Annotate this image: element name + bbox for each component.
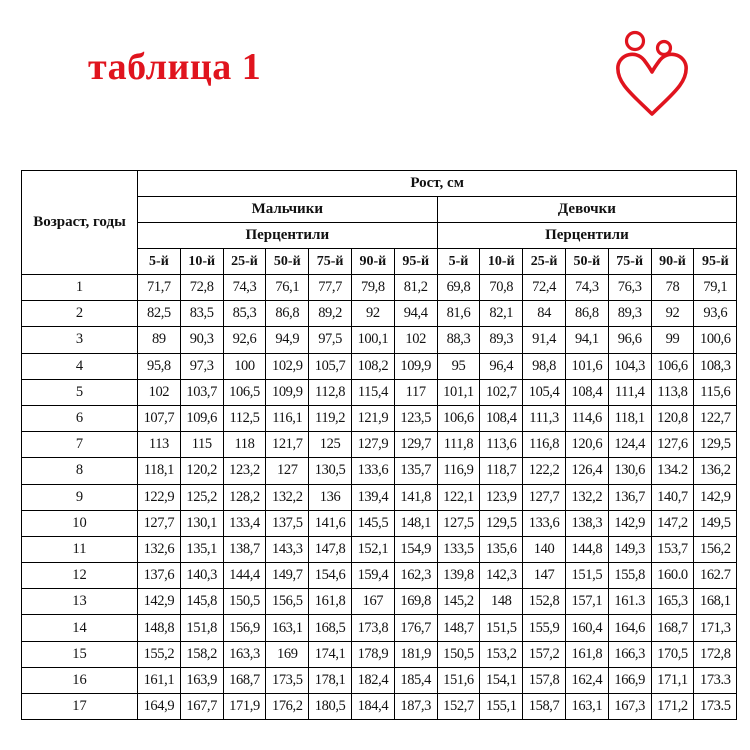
girls-height-cell: 120,6: [565, 432, 608, 458]
girls-percentile-label: 75-й: [608, 249, 651, 275]
table-row: [22, 458, 737, 484]
boys-height-cell: 151,8: [180, 615, 223, 641]
boys-height-cell: 158,2: [180, 641, 223, 667]
boys-height-cell: 97,3: [180, 353, 223, 379]
table-row: [22, 405, 737, 431]
boys-height-cell: 79,8: [351, 275, 394, 301]
girls-height-cell: 165,3: [651, 589, 694, 615]
girls-height-cell: 132,2: [565, 484, 608, 510]
boys-height-cell: 167: [351, 589, 394, 615]
age-cell: 2: [22, 301, 138, 327]
boys-height-cell: 105,7: [309, 353, 352, 379]
girls-height-cell: 145,2: [437, 589, 480, 615]
boys-percentile-label: 5-й: [138, 249, 181, 275]
age-cell: 11: [22, 536, 138, 562]
boys-height-cell: 71,7: [138, 275, 181, 301]
girls-height-cell: 134.2: [651, 458, 694, 484]
girls-height-cell: 151,5: [565, 563, 608, 589]
boys-height-cell: 125: [309, 432, 352, 458]
boys-height-cell: 140,3: [180, 563, 223, 589]
girls-height-cell: 123,9: [480, 484, 523, 510]
boys-height-cell: 156,9: [223, 615, 266, 641]
boys-height-cell: 74,3: [223, 275, 266, 301]
boys-height-cell: 103,7: [180, 379, 223, 405]
boys-height-cell: 141,6: [309, 510, 352, 536]
boys-height-cell: 100,1: [351, 327, 394, 353]
girls-height-cell: 74,3: [565, 275, 608, 301]
boys-height-cell: 115: [180, 432, 223, 458]
table-row: [22, 327, 737, 353]
girls-height-cell: 70,8: [480, 275, 523, 301]
girls-height-cell: 163,1: [565, 694, 608, 720]
boys-height-cell: 121,7: [266, 432, 309, 458]
girls-percentile-label: 5-й: [437, 249, 480, 275]
boys-height-cell: 109,9: [394, 353, 437, 379]
boys-height-cell: 94,4: [394, 301, 437, 327]
boys-height-cell: 125,2: [180, 484, 223, 510]
age-cell: 17: [22, 694, 138, 720]
boys-height-cell: 171,9: [223, 694, 266, 720]
girls-height-cell: 171,3: [694, 615, 737, 641]
girls-height-cell: 173.5: [694, 694, 737, 720]
boys-height-cell: 161,8: [309, 589, 352, 615]
boys-height-cell: 137,6: [138, 563, 181, 589]
boys-height-cell: 145,8: [180, 589, 223, 615]
girls-height-cell: 149,5: [694, 510, 737, 536]
girls-height-cell: 164,6: [608, 615, 651, 641]
boys-height-cell: 102: [138, 379, 181, 405]
boys-height-cell: 184,4: [351, 694, 394, 720]
age-cell: 1: [22, 275, 138, 301]
boys-height-cell: 118,1: [138, 458, 181, 484]
girls-height-cell: 138,3: [565, 510, 608, 536]
boys-height-cell: 119,2: [309, 405, 352, 431]
boys-height-cell: 122,9: [138, 484, 181, 510]
boys-height-cell: 85,3: [223, 301, 266, 327]
girls-height-cell: 88,3: [437, 327, 480, 353]
boys-height-cell: 161,1: [138, 667, 181, 693]
girls-height-cell: 142,9: [694, 484, 737, 510]
boys-height-cell: 132,6: [138, 536, 181, 562]
girls-height-cell: 114,6: [565, 405, 608, 431]
girls-height-cell: 102,7: [480, 379, 523, 405]
boys-height-cell: 109,6: [180, 405, 223, 431]
girls-height-cell: 140,7: [651, 484, 694, 510]
girls-height-cell: 89,3: [480, 327, 523, 353]
girls-height-cell: 106,6: [437, 405, 480, 431]
girls-height-cell: 160,4: [565, 615, 608, 641]
boys-height-cell: 133,4: [223, 510, 266, 536]
girls-height-cell: 148: [480, 589, 523, 615]
boys-height-cell: 106,5: [223, 379, 266, 405]
boys-height-cell: 97,5: [309, 327, 352, 353]
girls-height-cell: 157,1: [565, 589, 608, 615]
girls-height-cell: 108,4: [565, 379, 608, 405]
girls-height-cell: 168,1: [694, 589, 737, 615]
age-cell: 4: [22, 353, 138, 379]
table-row: [22, 484, 737, 510]
girls-percentile-label: 50-й: [565, 249, 608, 275]
boys-height-cell: 142,9: [138, 589, 181, 615]
girls-height-cell: 161,8: [565, 641, 608, 667]
girls-height-cell: 142,3: [480, 563, 523, 589]
girls-height-cell: 96,4: [480, 353, 523, 379]
girls-height-cell: 129,5: [694, 432, 737, 458]
girls-height-cell: 104,3: [608, 353, 651, 379]
girls-height-cell: 142,9: [608, 510, 651, 536]
boys-height-cell: 154,9: [394, 536, 437, 562]
boys-height-cell: 156,5: [266, 589, 309, 615]
boys-height-cell: 163,9: [180, 667, 223, 693]
boys-height-cell: 137,5: [266, 510, 309, 536]
boys-height-cell: 77,7: [309, 275, 352, 301]
boys-height-cell: 94,9: [266, 327, 309, 353]
girls-height-cell: 101,1: [437, 379, 480, 405]
boys-height-cell: 154,6: [309, 563, 352, 589]
girls-height-cell: 153,2: [480, 641, 523, 667]
boys-height-cell: 128,2: [223, 484, 266, 510]
girls-height-cell: 158,7: [523, 694, 566, 720]
boys-height-cell: 86,8: [266, 301, 309, 327]
girls-height-cell: 133,5: [437, 536, 480, 562]
boys-height-cell: 129,7: [394, 432, 437, 458]
girls-height-cell: 92: [651, 301, 694, 327]
boys-height-cell: 143,3: [266, 536, 309, 562]
girls-height-cell: 135,6: [480, 536, 523, 562]
boys-height-cell: 130,1: [180, 510, 223, 536]
boys-height-cell: 163,3: [223, 641, 266, 667]
girls-height-cell: 91,4: [523, 327, 566, 353]
girls-height-cell: 156,2: [694, 536, 737, 562]
boys-height-cell: 148,8: [138, 615, 181, 641]
girls-height-cell: 139,8: [437, 563, 480, 589]
boys-percentile-label: 50-й: [266, 249, 309, 275]
boys-height-cell: 149,7: [266, 563, 309, 589]
boys-height-cell: 169,8: [394, 589, 437, 615]
age-cell: 12: [22, 563, 138, 589]
girls-height-cell: 84: [523, 301, 566, 327]
table-row: [22, 510, 737, 536]
girls-height-cell: 130,6: [608, 458, 651, 484]
boys-height-cell: 113: [138, 432, 181, 458]
girls-height-cell: 151,6: [437, 667, 480, 693]
boys-height-cell: 141,8: [394, 484, 437, 510]
girls-height-cell: 98,8: [523, 353, 566, 379]
girls-height-cell: 150,5: [437, 641, 480, 667]
girls-height-cell: 148,7: [437, 615, 480, 641]
girls-height-cell: 170,5: [651, 641, 694, 667]
girls-height-cell: 78: [651, 275, 694, 301]
boys-height-cell: 117: [394, 379, 437, 405]
girls-height-cell: 89,3: [608, 301, 651, 327]
boys-height-cell: 176,2: [266, 694, 309, 720]
boys-height-cell: 108,2: [351, 353, 394, 379]
girls-height-cell: 127,5: [437, 510, 480, 536]
age-header: Возраст, годы: [22, 171, 138, 275]
girls-height-cell: 166,9: [608, 667, 651, 693]
girls-height-cell: 96,6: [608, 327, 651, 353]
age-cell: 6: [22, 405, 138, 431]
boys-height-cell: 135,7: [394, 458, 437, 484]
boys-height-cell: 92,6: [223, 327, 266, 353]
girls-height-cell: 118,7: [480, 458, 523, 484]
boys-height-cell: 95,8: [138, 353, 181, 379]
boys-height-cell: 185,4: [394, 667, 437, 693]
boys-height-cell: 176,7: [394, 615, 437, 641]
boys-height-cell: 127,9: [351, 432, 394, 458]
boys-height-cell: 123,5: [394, 405, 437, 431]
boys-height-cell: 127: [266, 458, 309, 484]
girls-percentile-label: 10-й: [480, 249, 523, 275]
boys-height-cell: 148,1: [394, 510, 437, 536]
girls-height-cell: 152,7: [437, 694, 480, 720]
girls-percentile-label: 95-й: [694, 249, 737, 275]
boys-height-cell: 76,1: [266, 275, 309, 301]
boys-height-cell: 150,5: [223, 589, 266, 615]
boys-height-cell: 133,6: [351, 458, 394, 484]
girls-height-cell: 172,8: [694, 641, 737, 667]
age-cell: 8: [22, 458, 138, 484]
table-row: [22, 379, 737, 405]
boys-height-cell: 164,9: [138, 694, 181, 720]
girls-height-cell: 120,8: [651, 405, 694, 431]
table-row: [22, 353, 737, 379]
age-cell: 5: [22, 379, 138, 405]
girls-height-cell: 162.7: [694, 563, 737, 589]
girls-height-cell: 95: [437, 353, 480, 379]
boys-height-cell: 174,1: [309, 641, 352, 667]
girls-height-cell: 118,1: [608, 405, 651, 431]
girls-height-cell: 166,3: [608, 641, 651, 667]
girls-height-cell: 154,1: [480, 667, 523, 693]
boys-height-cell: 182,4: [351, 667, 394, 693]
boys-height-cell: 168,7: [223, 667, 266, 693]
girls-height-cell: 116,9: [437, 458, 480, 484]
boys-height-cell: 83,5: [180, 301, 223, 327]
age-cell: 14: [22, 615, 138, 641]
boys-height-cell: 112,5: [223, 405, 266, 431]
boys-height-cell: 152,1: [351, 536, 394, 562]
age-cell: 13: [22, 589, 138, 615]
age-cell: 3: [22, 327, 138, 353]
girls-height-cell: 144,8: [565, 536, 608, 562]
girls-height-cell: 108,3: [694, 353, 737, 379]
girls-height-cell: 155,9: [523, 615, 566, 641]
page-title: таблица 1: [88, 46, 262, 88]
boys-height-cell: 118: [223, 432, 266, 458]
boys-height-cell: 82,5: [138, 301, 181, 327]
girls-height-cell: 111,8: [437, 432, 480, 458]
girls-height-cell: 173.3: [694, 667, 737, 693]
boys-height-cell: 123,2: [223, 458, 266, 484]
girls-height-cell: 105,4: [523, 379, 566, 405]
girls-percentile-label: 90-й: [651, 249, 694, 275]
boys-height-cell: 72,8: [180, 275, 223, 301]
table-row: [22, 641, 737, 667]
boys-height-cell: 107,7: [138, 405, 181, 431]
boys-height-cell: 102,9: [266, 353, 309, 379]
growth-percentile-table: [21, 170, 737, 720]
girls-height-cell: 147,2: [651, 510, 694, 536]
girls-height-cell: 124,4: [608, 432, 651, 458]
girls-height-cell: 171,1: [651, 667, 694, 693]
boys-height-cell: 168,5: [309, 615, 352, 641]
boys-height-cell: 147,8: [309, 536, 352, 562]
boys-percentile-label: 75-й: [309, 249, 352, 275]
table-row: [22, 667, 737, 693]
girls-height-cell: 69,8: [437, 275, 480, 301]
girls-height-cell: 157,8: [523, 667, 566, 693]
girls-height-cell: 129,5: [480, 510, 523, 536]
girls-height-cell: 82,1: [480, 301, 523, 327]
girls-height-cell: 108,4: [480, 405, 523, 431]
table-row: [22, 589, 737, 615]
boys-height-cell: 92: [351, 301, 394, 327]
boys-percentile-label: 95-й: [394, 249, 437, 275]
boys-height-cell: 115,4: [351, 379, 394, 405]
girls-height-cell: 136,7: [608, 484, 651, 510]
girls-height-cell: 99: [651, 327, 694, 353]
boys-height-cell: 81,2: [394, 275, 437, 301]
boys-height-cell: 89: [138, 327, 181, 353]
girls-height-cell: 168,7: [651, 615, 694, 641]
girls-height-cell: 147: [523, 563, 566, 589]
family-heart-icon: [612, 28, 692, 123]
boys-height-cell: 181,9: [394, 641, 437, 667]
girls-height-cell: 113,8: [651, 379, 694, 405]
girls-height-cell: 81,6: [437, 301, 480, 327]
boys-height-cell: 178,9: [351, 641, 394, 667]
boys-percentile-label: 10-й: [180, 249, 223, 275]
girls-height-cell: 153,7: [651, 536, 694, 562]
girls-height-cell: 101,6: [565, 353, 608, 379]
girls-header: Девочки: [437, 197, 737, 223]
girls-height-cell: 160.0: [651, 563, 694, 589]
boys-height-cell: 169: [266, 641, 309, 667]
age-cell: 7: [22, 432, 138, 458]
boys-height-cell: 144,4: [223, 563, 266, 589]
boys-height-cell: 187,3: [394, 694, 437, 720]
age-cell: 15: [22, 641, 138, 667]
girls-height-cell: 126,4: [565, 458, 608, 484]
table-row: [22, 301, 737, 327]
boys-height-cell: 162,3: [394, 563, 437, 589]
age-cell: 9: [22, 484, 138, 510]
boys-height-cell: 178,1: [309, 667, 352, 693]
boys-percentile-label: 25-й: [223, 249, 266, 275]
boys-height-cell: 135,1: [180, 536, 223, 562]
table-row: [22, 694, 737, 720]
girls-height-cell: 140: [523, 536, 566, 562]
boys-height-cell: 100: [223, 353, 266, 379]
boys-height-cell: 145,5: [351, 510, 394, 536]
boys-percentile-label: 90-й: [351, 249, 394, 275]
girls-height-cell: 155,1: [480, 694, 523, 720]
age-cell: 10: [22, 510, 138, 536]
height-header: Рост, см: [138, 171, 737, 197]
boys-height-cell: 159,4: [351, 563, 394, 589]
girls-height-cell: 127,6: [651, 432, 694, 458]
girls-height-cell: 136,2: [694, 458, 737, 484]
girls-height-cell: 106,6: [651, 353, 694, 379]
boys-height-cell: 102: [394, 327, 437, 353]
boys-height-cell: 139,4: [351, 484, 394, 510]
girls-height-cell: 86,8: [565, 301, 608, 327]
girls-height-cell: 116,8: [523, 432, 566, 458]
boys-height-cell: 136: [309, 484, 352, 510]
table-row: [22, 536, 737, 562]
girls-height-cell: 76,3: [608, 275, 651, 301]
girls-height-cell: 171,2: [651, 694, 694, 720]
boys-height-cell: 112,8: [309, 379, 352, 405]
girls-percentiles-header: Перцентили: [437, 223, 737, 249]
boys-height-cell: 127,7: [138, 510, 181, 536]
girls-height-cell: 167,3: [608, 694, 651, 720]
boys-height-cell: 167,7: [180, 694, 223, 720]
table-row: [22, 615, 737, 641]
girls-height-cell: 122,2: [523, 458, 566, 484]
girls-height-cell: 111,4: [608, 379, 651, 405]
table-row: [22, 563, 737, 589]
table-row: [22, 275, 737, 301]
boys-height-cell: 173,5: [266, 667, 309, 693]
girls-height-cell: 151,5: [480, 615, 523, 641]
girls-height-cell: 149,3: [608, 536, 651, 562]
girls-height-cell: 113,6: [480, 432, 523, 458]
girls-height-cell: 122,7: [694, 405, 737, 431]
boys-height-cell: 89,2: [309, 301, 352, 327]
girls-height-cell: 155,8: [608, 563, 651, 589]
girls-height-cell: 157,2: [523, 641, 566, 667]
boys-height-cell: 132,2: [266, 484, 309, 510]
boys-height-cell: 138,7: [223, 536, 266, 562]
boys-height-cell: 130,5: [309, 458, 352, 484]
table-row: [22, 432, 737, 458]
girls-height-cell: 115,6: [694, 379, 737, 405]
girls-height-cell: 100,6: [694, 327, 737, 353]
girls-height-cell: 79,1: [694, 275, 737, 301]
boys-height-cell: 109,9: [266, 379, 309, 405]
boys-height-cell: 163,1: [266, 615, 309, 641]
boys-height-cell: 90,3: [180, 327, 223, 353]
girls-height-cell: 94,1: [565, 327, 608, 353]
girls-height-cell: 152,8: [523, 589, 566, 615]
boys-height-cell: 120,2: [180, 458, 223, 484]
girls-height-cell: 122,1: [437, 484, 480, 510]
girls-height-cell: 161.3: [608, 589, 651, 615]
girls-height-cell: 111,3: [523, 405, 566, 431]
girls-height-cell: 133,6: [523, 510, 566, 536]
age-cell: 16: [22, 667, 138, 693]
girls-height-cell: 127,7: [523, 484, 566, 510]
boys-percentiles-header: Перцентили: [138, 223, 438, 249]
girls-percentile-label: 25-й: [523, 249, 566, 275]
boys-height-cell: 116,1: [266, 405, 309, 431]
girls-height-cell: 72,4: [523, 275, 566, 301]
girls-height-cell: 93,6: [694, 301, 737, 327]
girls-height-cell: 162,4: [565, 667, 608, 693]
boys-height-cell: 121,9: [351, 405, 394, 431]
boys-height-cell: 173,8: [351, 615, 394, 641]
boys-height-cell: 180,5: [309, 694, 352, 720]
boys-header: Мальчики: [138, 197, 438, 223]
boys-height-cell: 155,2: [138, 641, 181, 667]
